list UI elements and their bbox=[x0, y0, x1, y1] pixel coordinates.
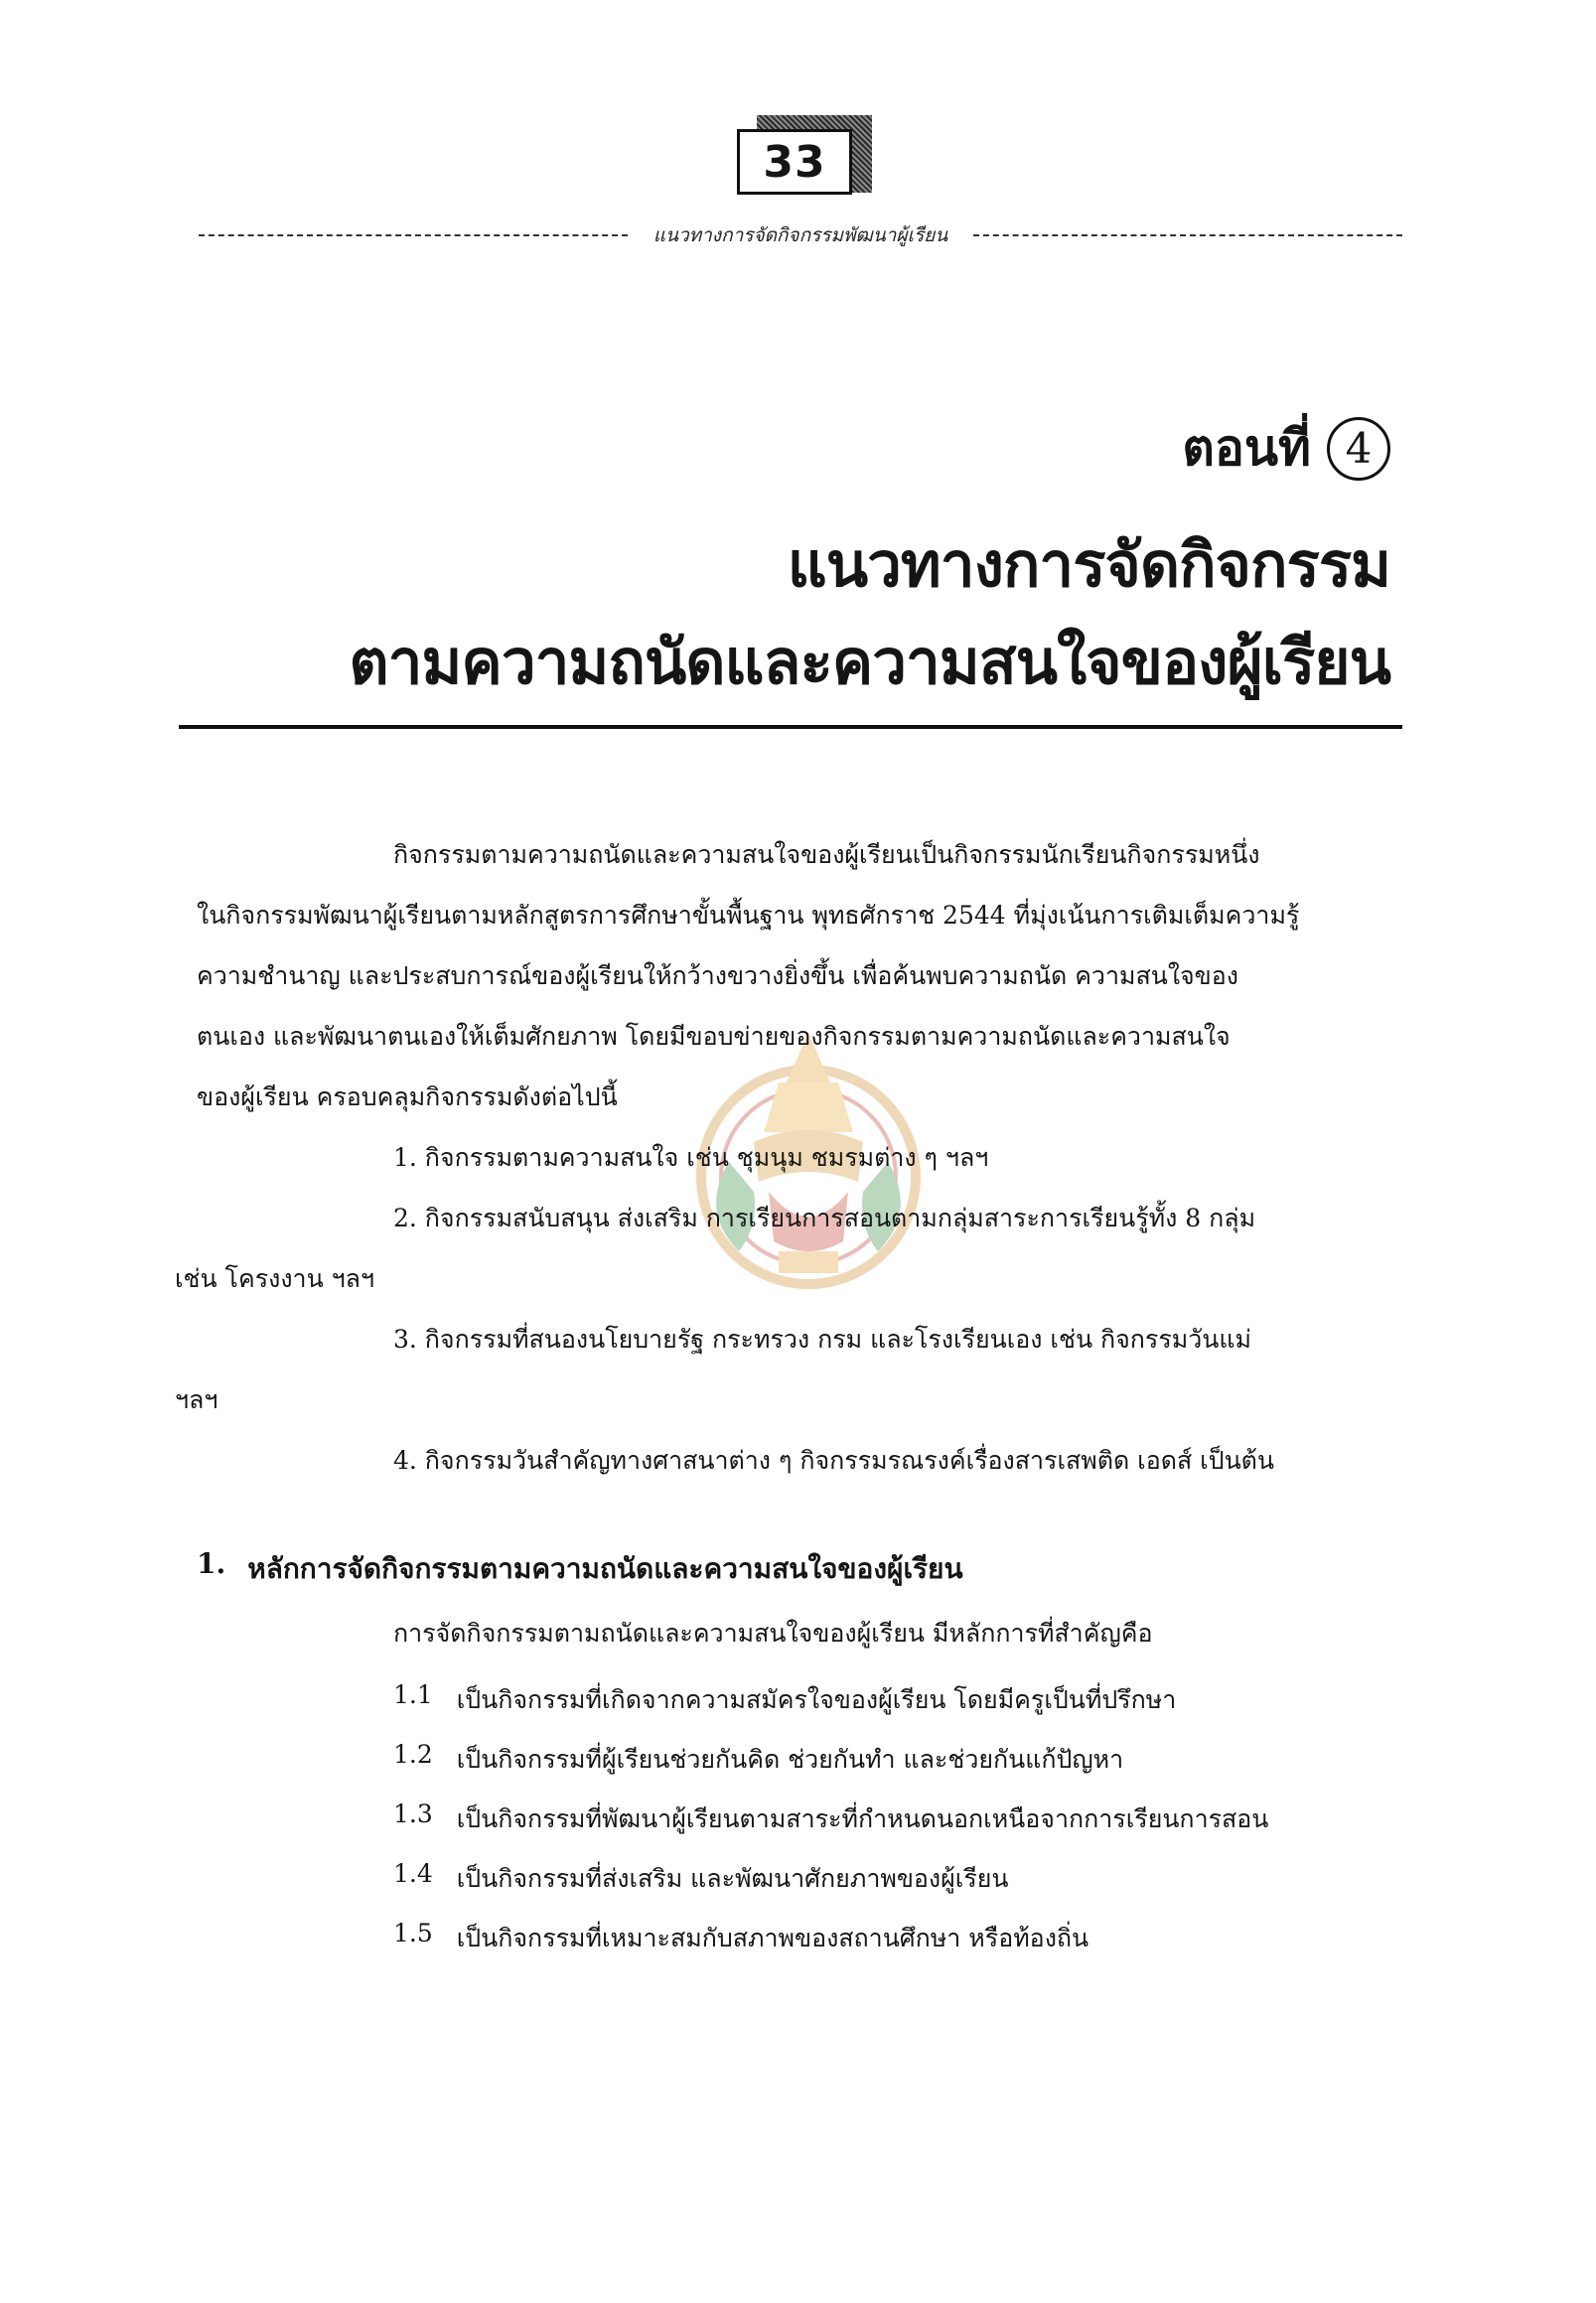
principle-text: เป็นกิจกรรมที่พัฒนาผู้เรียนตามสาระที่กำหนดนอกเหนือจากการเรียนการสอน bbox=[456, 1804, 1269, 1833]
section-lead: การจัดกิจกรรมตามถนัดและความสนใจของผู้เรียน มีหลักการที่สำคัญคือ bbox=[393, 1619, 1153, 1648]
principle-number: 1.1 bbox=[393, 1680, 433, 1709]
running-header bbox=[199, 220, 1402, 250]
chapter-label-text: ตอนที่ bbox=[1182, 419, 1311, 477]
header-dash-right bbox=[973, 234, 1402, 236]
principle-item bbox=[393, 1799, 1268, 1839]
title-rule bbox=[179, 725, 1402, 729]
principle-text: เป็นกิจกรรมที่ส่งเสริม และพัฒนาศักยภาพของผู้เรียน bbox=[456, 1864, 1009, 1893]
principle-number: 1.5 bbox=[393, 1919, 433, 1947]
scope-item-3-cont: ฯลฯ bbox=[175, 1385, 218, 1414]
header-dash-left bbox=[199, 234, 628, 236]
principle-number: 1.2 bbox=[393, 1740, 433, 1769]
principle-text: เป็นกิจกรรมที่ผู้เรียนช่วยกันคิด ช่วยกันทำ และช่วยกันแก้ปัญหา bbox=[456, 1745, 1124, 1774]
intro-line-1: กิจกรรมตามความถนัดและความสนใจของผู้เรียนเป็นกิจกรรมนักเรียนกิจกรรมหนึ่ง bbox=[393, 840, 1260, 869]
running-header-title: แนวทางการจัดกิจกรรมพัฒนาผู้เรียน bbox=[653, 224, 948, 246]
principle-item bbox=[393, 1680, 1176, 1720]
section-number: 1. bbox=[197, 1547, 226, 1580]
section-heading bbox=[197, 1547, 963, 1591]
intro-line-4: ตนเอง และพัฒนาตนเองให้เต็มศักยภาพ โดยมีขอบข่ายของกิจกรรมตามความถนัดและความสนใจ bbox=[197, 1022, 1231, 1051]
section-title: หลักการจัดกิจกรรมตามความถนัดและความสนใจของผู้เรียน bbox=[247, 1552, 963, 1585]
page-number-badge bbox=[737, 115, 874, 205]
principle-number: 1.3 bbox=[393, 1799, 433, 1828]
scope-item-2-cont: เช่น โครงงาน ฯลฯ bbox=[175, 1264, 375, 1293]
intro-line-3: ความชำนาญ และประสบการณ์ของผู้เรียนให้กว้างขวางยิ่งขึ้น เพื่อค้นพบความถนัด ความสนใจของ bbox=[197, 961, 1238, 990]
scope-item-3: 3. กิจกรรมที่สนองนโยบายรัฐ กระทรวง กรม และโรงเรียนเอง เช่น กิจกรรมวันแม่ bbox=[393, 1325, 1251, 1354]
chapter-number-circle: 4 bbox=[1327, 417, 1390, 481]
principle-text: เป็นกิจกรรมที่เกิดจากความสมัครใจของผู้เรียน โดยมีครูเป็นที่ปรึกษา bbox=[456, 1685, 1177, 1714]
page-number: 33 bbox=[737, 129, 852, 195]
scope-item-4: 4. กิจกรรมวันสำคัญทางศาสนาต่าง ๆ กิจกรรมรณรงค์เรื่องสารเสพติด เอดส์ เป็นต้น bbox=[393, 1446, 1275, 1475]
principle-item bbox=[393, 1919, 1088, 1958]
scope-item-1: 1. กิจกรรมตามความสนใจ เช่น ชุมนุม ชมรมต่าง ๆ ฯลฯ bbox=[393, 1143, 989, 1172]
scope-item-2: 2. กิจกรรมสนับสนุน ส่งเสริม การเรียนการสอนตามกลุ่มสาระการเรียนรู้ทั้ง 8 กลุ่ม bbox=[393, 1204, 1256, 1232]
intro-line-2: ในกิจกรรมพัฒนาผู้เรียนตามหลักสูตรการศึกษาขั้นพื้นฐาน พุทธศักราช 2544 ที่มุ่งเน้นการเติมเต็มความรู้ bbox=[197, 901, 1300, 930]
principle-item bbox=[393, 1740, 1123, 1780]
principle-item bbox=[393, 1859, 1009, 1899]
chapter-title-line-2: ตามความถนัดและความสนใจของผู้เรียน bbox=[349, 626, 1390, 698]
principle-text: เป็นกิจกรรมที่เหมาะสมกับสภาพของสถานศึกษา หรือท้องถิ่น bbox=[456, 1924, 1089, 1952]
chapter-title-line-1: แนวทางการจัดกิจกรรม bbox=[787, 528, 1390, 601]
principle-number: 1.4 bbox=[393, 1859, 433, 1888]
intro-line-5: ของผู้เรียน ครอบคลุมกิจกรรมดังต่อไปนี้ bbox=[197, 1082, 618, 1111]
chapter-label bbox=[1182, 409, 1390, 488]
